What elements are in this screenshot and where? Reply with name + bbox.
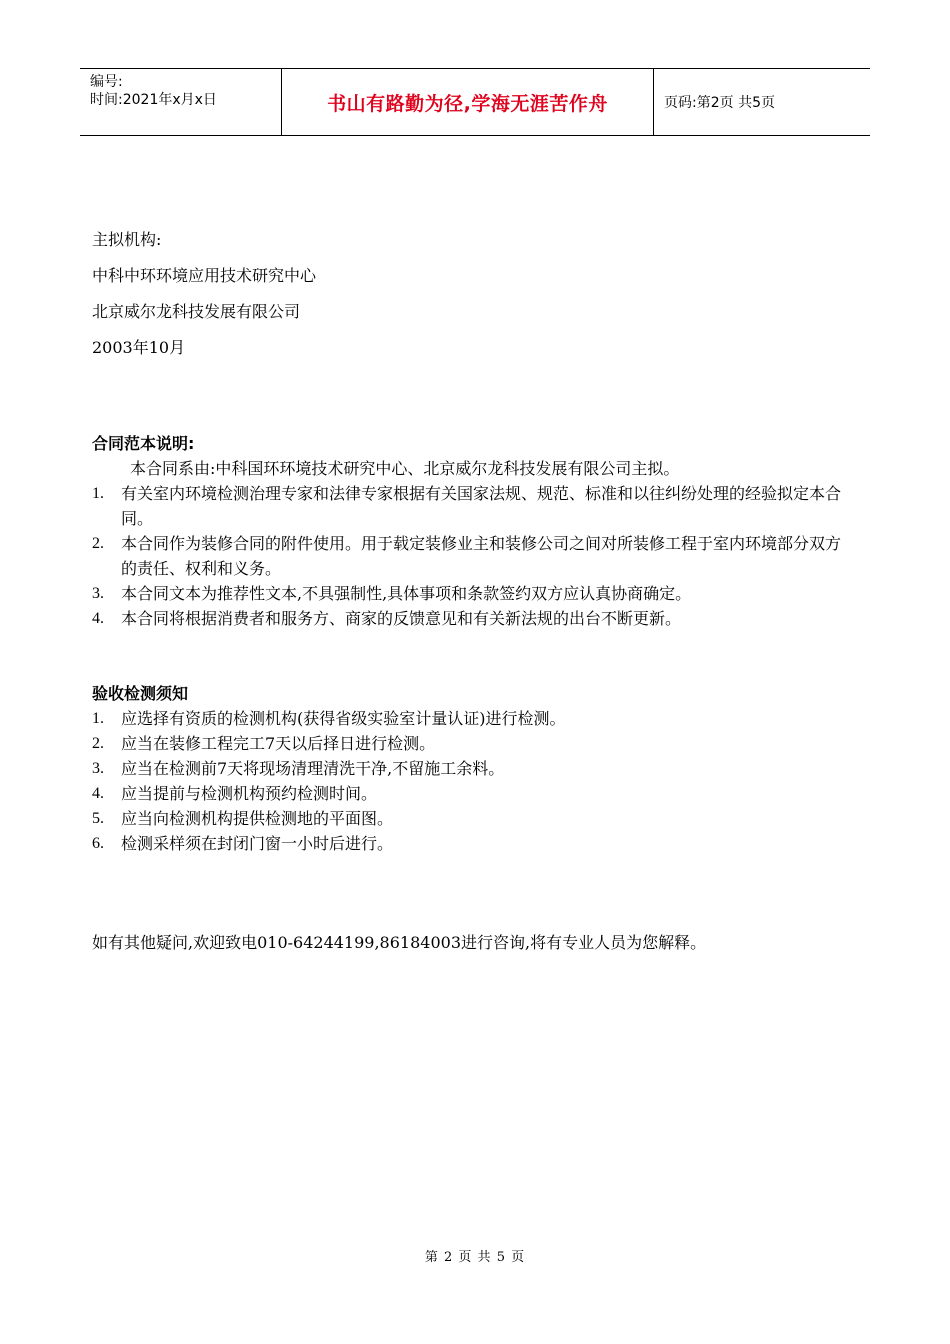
list-item: 2. 本合同作为装修合同的附件使用。用于载定装修业主和装修公司之间对所装修工程于室内环境部分双方的责任、权利和义务。 xyxy=(92,534,842,578)
page-footer: 第 2 页 共 5 页 xyxy=(424,1250,526,1265)
organizer-1: 中科中环环境应用技术研究中心 xyxy=(92,266,317,285)
contract-notes-intro: 本合同系由:中科国环环境技术研究中心、北京威尔龙科技发展有限公司主拟。 xyxy=(130,459,680,478)
header-meta xyxy=(80,69,282,135)
contact-line: 如有其他疑问,欢迎致电010-64244199,86184003进行咨询,将有专业人员为您解释。 xyxy=(92,933,707,952)
list-item: 4. 本合同将根据消费者和服务方、商家的反馈意见和有关新法规的出台不断更新。 xyxy=(92,609,682,628)
header-motto: 书山有路勤为径,学海无涯苦作舟 xyxy=(282,69,654,135)
list-item: 4. 应当提前与检测机构预约检测时间。 xyxy=(92,784,378,803)
contract-notes-title: 合同范本说明: xyxy=(92,434,195,453)
list-item: 6. 检测采样须在封闭门窗一小时后进行。 xyxy=(92,834,394,853)
organizers-date: 2003年10月 xyxy=(92,338,186,357)
organizers-block xyxy=(92,222,316,366)
list-item: 2. 应当在装修工程完工7天以后择日进行检测。 xyxy=(92,734,436,753)
organizers-heading: 主拟机构: xyxy=(92,230,162,249)
header-page-info: 页码:第2页 共5页 xyxy=(664,95,775,111)
list-item: 3. 本合同文本为推荐性文本,不具强制性,具体事项和条款签约双方应认真协商确定。 xyxy=(92,584,692,603)
header-number-label: 编号: xyxy=(90,74,123,90)
list-item: 1. 应选择有资质的检测机构(获得省级实验室计量认证)进行检测。 xyxy=(92,709,566,728)
list-item: 5. 应当向检测机构提供检测地的平面图。 xyxy=(92,809,394,828)
inspection-section xyxy=(92,682,851,856)
inspection-title: 验收检测须知 xyxy=(92,684,189,703)
organizer-2: 北京威尔龙科技发展有限公司 xyxy=(92,302,301,321)
header-time-label: 时间:2021年x月x日 xyxy=(90,92,217,108)
list-item: 1. 有关室内环境检测治理专家和法律专家根据有关国家法规、规范、标准和以往纠纷处理的经验拟定本合同。 xyxy=(92,484,842,528)
contract-notes-list xyxy=(92,481,851,631)
page-header xyxy=(80,68,870,136)
list-item: 3. 应当在检测前7天将现场清理清洗干净,不留施工余料。 xyxy=(92,759,505,778)
contract-notes-section xyxy=(92,432,851,631)
inspection-list xyxy=(92,706,851,856)
